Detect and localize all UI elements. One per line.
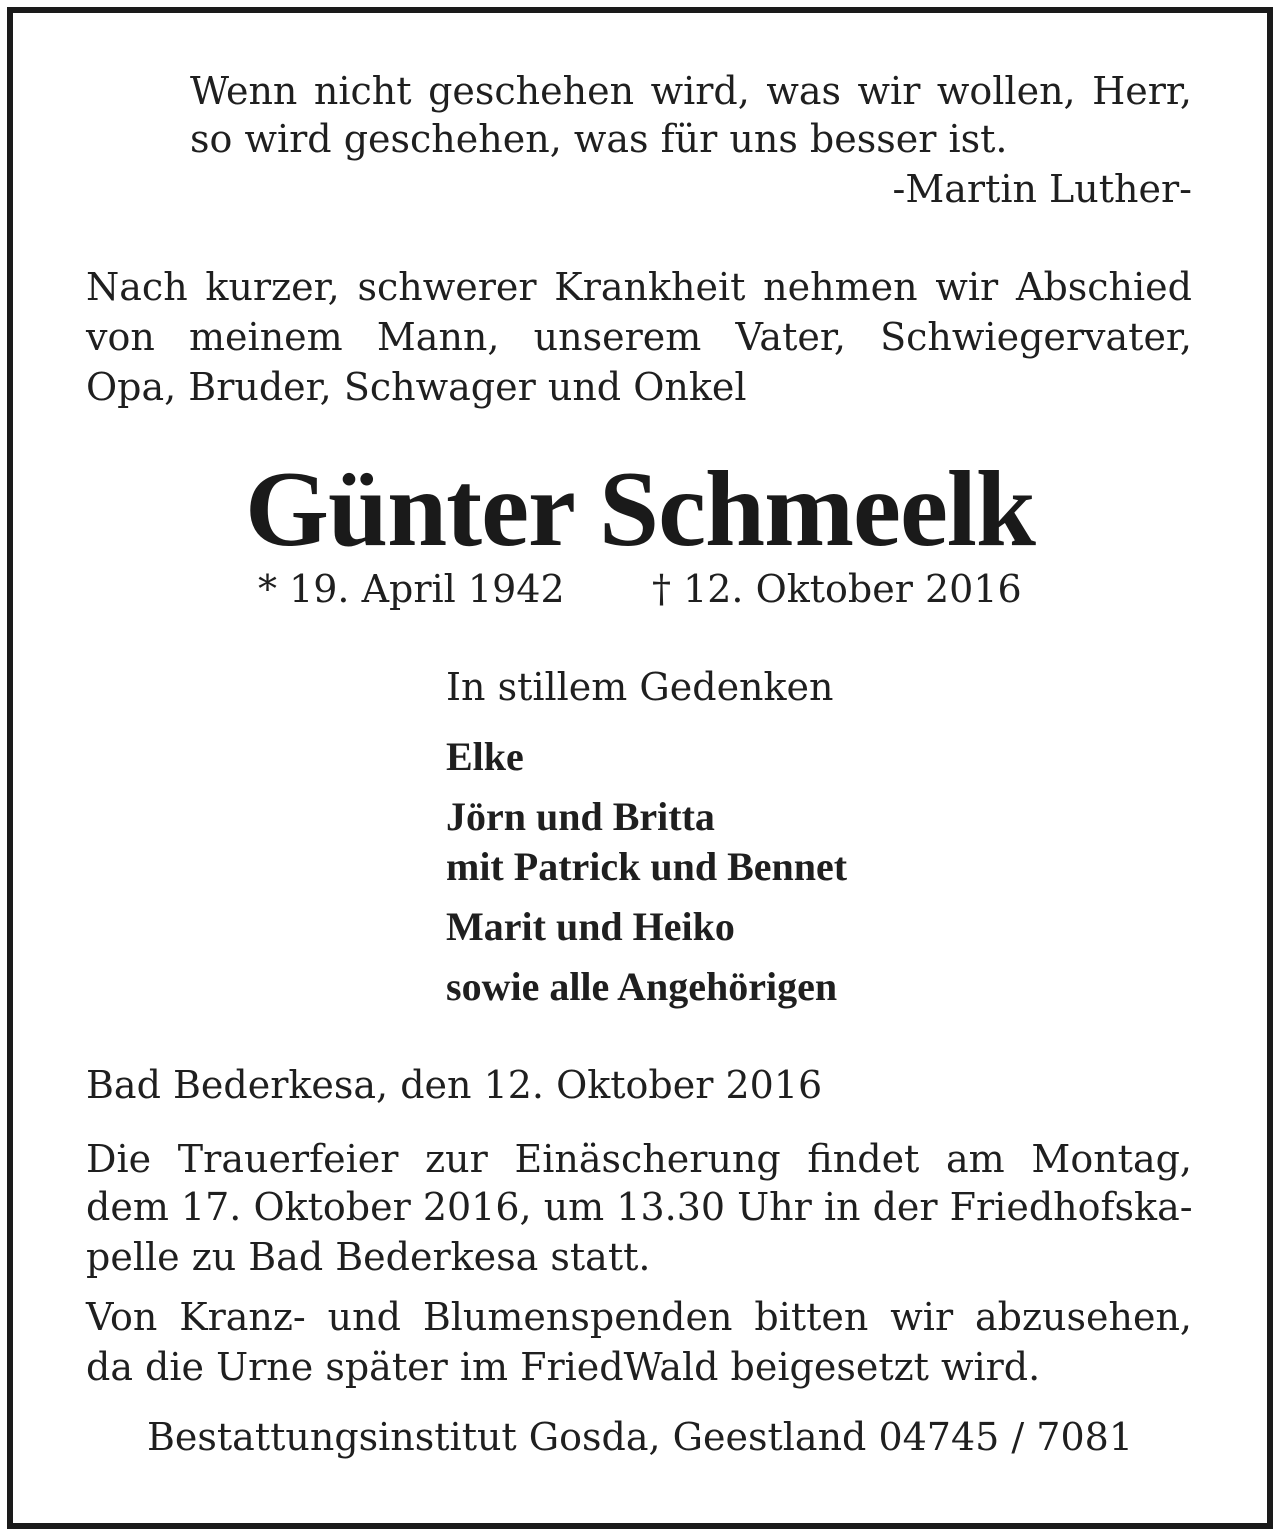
mourner-line-5: sowie alle Angehörigen	[446, 964, 838, 1009]
place-date: Bad Bederkesa, den 12. Oktober 2016	[86, 1063, 823, 1107]
flowers-line-2: da die Urne später im FriedWald beigesetzt wird.	[86, 1345, 1041, 1389]
quote-author: -Martin Luther-	[892, 167, 1192, 211]
intro-line-2: von meinem Mann, unserem Vater, Schwiegervater,	[86, 315, 1192, 359]
mourner-line-4: Marit und Heiko	[446, 904, 735, 949]
intro-line-1: Nach kurzer, schwerer Krankheit nehmen wir Abschied	[86, 265, 1192, 309]
birth-date: * 19. April 1942	[258, 567, 565, 611]
death-date: † 12. Oktober 2016	[652, 567, 1022, 611]
ceremony-line-1: Die Trauerfeier zur Einäscherung findet am Montag,	[86, 1137, 1192, 1181]
flowers-line-1: Von Kranz- und Blumenspenden bitten wir abzusehen,	[86, 1295, 1192, 1339]
quote-line-1: Wenn nicht geschehen wird, was wir wollen, Herr,	[190, 69, 1192, 113]
ceremony-line-3: pelle zu Bad Bederkesa statt.	[86, 1235, 651, 1279]
mourner-line-2: Jörn und Britta	[446, 794, 715, 839]
mourner-line-3: mit Patrick und Bennet	[446, 844, 848, 889]
mourner-line-1: Elke	[446, 734, 524, 779]
quote-line-2: so wird geschehen, was für uns besser ist.	[190, 117, 1008, 161]
funeral-home: Bestattungsinstitut Gosda, Geestland 04745 / 7081	[146, 1415, 1133, 1459]
ceremony-line-2: dem 17. Oktober 2016, um 13.30 Uhr in der Friedhofska-	[86, 1185, 1193, 1229]
mourners-heading: In stillem Gedenken	[446, 665, 834, 709]
deceased-name: Günter Schmeelk	[245, 450, 1035, 569]
intro-line-3: Opa, Bruder, Schwager und Onkel	[86, 365, 747, 409]
